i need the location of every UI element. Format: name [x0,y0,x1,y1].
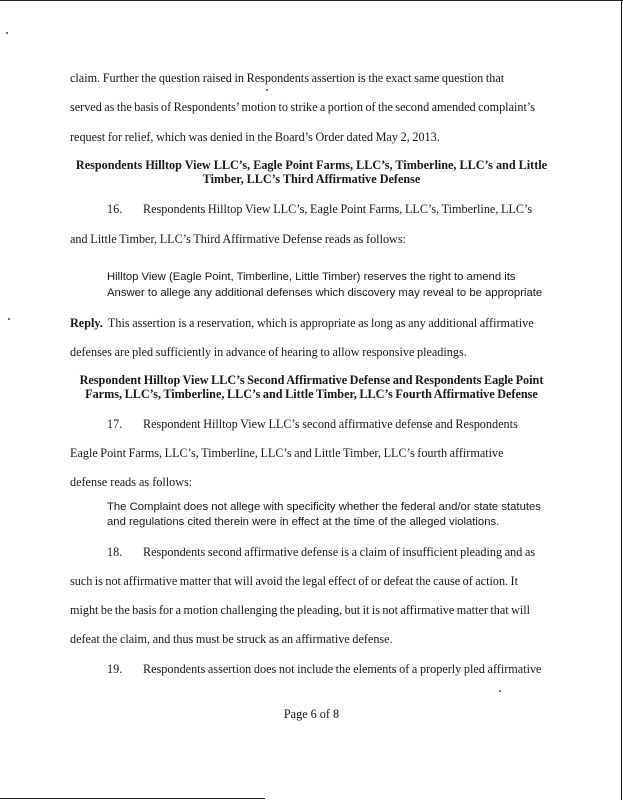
scan-speck [6,32,8,34]
body-line: might be the basis for a motion challenging the pleading, but it is not affirmative matter that will [70,603,531,617]
body-line: Respondents Hilltop View LLC’s, Eagle Point Farms, LLC’s, Timberline, LLC’s [143,202,533,216]
body-line: Respondents assertion does not include the elements of a properly pled affirmative [143,662,542,676]
reply-text: This assertion is a reservation, which is appropriate as long as any additional affirmative [107,316,534,330]
body-line: claim. Further the question raised in Respondents assertion is the exact same question that [70,71,505,85]
body-line: such is not affirmative matter that will avoid the legal effect of or defeat the cause of action. It [70,574,518,588]
scan-speck [8,318,10,320]
section-heading: Respondents Hilltop View LLC’s, Eagle Point Farms, LLC’s, Timberline, LLC’s and Little [75,158,548,172]
reply-label: Reply. [70,316,103,330]
page-border-bottom [0,798,265,799]
scan-speck [266,89,268,91]
block-quote-line: Hilltop View (Eagle Point, Timberline, Little Timber) reserves the right to amend its [107,271,516,283]
body-line: served as the basis of Respondents’ motion to strike a portion of the second amended complaint’s [70,100,535,114]
scan-speck [499,690,501,692]
body-line: Respondent Hilltop View LLC’s second affirmative defense and Respondents [143,417,518,431]
body-line: defeat the claim, and thus must be struck as an affirmative defense. [70,632,393,646]
body-line: and Little Timber, LLC’s Third Affirmative Defense reads as follows: [70,232,406,246]
body-line: Respondents second affirmative defense is a claim of insufficient pleading and as [143,545,536,559]
body-line [70,316,534,330]
section-heading: Timber, LLC’s Third Affirmative Defense [202,172,421,186]
paragraph-number: 16. [107,202,123,216]
block-quote-line: Answer to allege any additional defenses which discovery may reveal to be appropriate [107,287,543,299]
paragraph-number: 17. [107,417,123,431]
paragraph-number: 19. [107,662,123,676]
page-number-footer: Page 6 of 8 [283,707,340,721]
page-border-top [0,0,623,1]
block-quote-line: and regulations cited therein were in effect at the time of the alleged violations. [107,516,500,528]
paragraph-number: 18. [107,545,123,559]
body-line: defense reads as follows: [70,475,193,489]
block-quote-line: The Complaint does not allege with specificity whether the federal and/or state statutes [107,501,541,513]
section-heading: Respondent Hilltop View LLC’s Second Affirmative Defense and Respondents Eagle Point [79,373,544,387]
body-line: Eagle Point Farms, LLC’s, Timberline, LLC’s and Little Timber, LLC’s fourth affirmative [70,446,504,460]
body-line: defenses are pled sufficiently in advance of hearing to allow responsive pleadings. [70,345,467,359]
section-heading: Farms, LLC’s, Timberline, LLC’s and Little Timber, LLC’s Fourth Affirmative Defense [85,387,538,401]
body-line: request for relief, which was denied in the Board’s Order dated May 2, 2013. [70,130,440,144]
